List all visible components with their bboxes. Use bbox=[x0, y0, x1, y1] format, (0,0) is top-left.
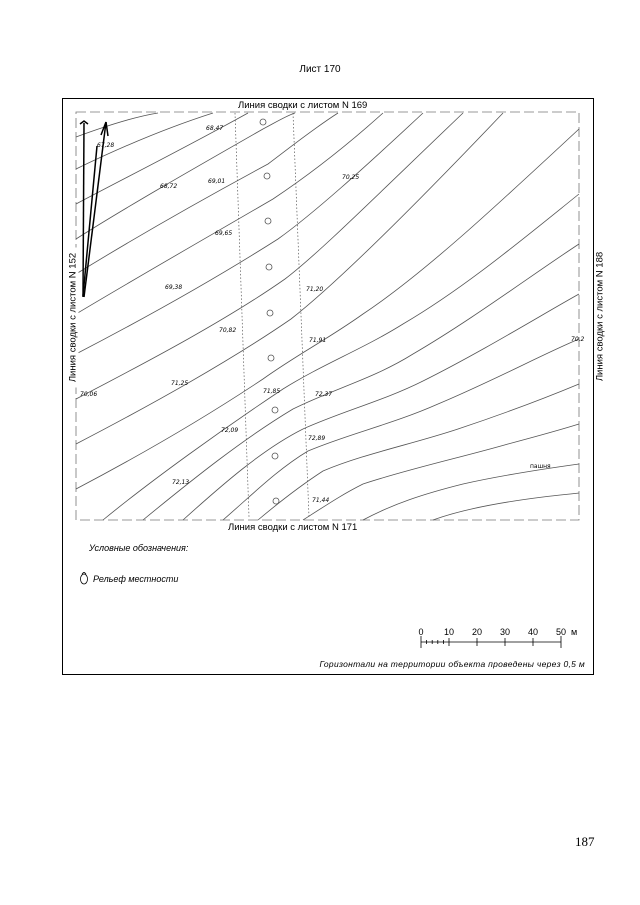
contour-interval-note: Горизонтали на территории объекта проведены через 0,5 м bbox=[319, 659, 585, 669]
scale-bar bbox=[417, 627, 577, 647]
relief-marker-icon bbox=[272, 407, 278, 413]
elevation-mark: 70,25 bbox=[342, 174, 360, 181]
relief-marker-icon bbox=[264, 173, 270, 179]
elevation-mark: 71,91 bbox=[309, 337, 327, 344]
elevation-mark: 72,13 bbox=[172, 479, 190, 486]
elevation-mark: 72,37 bbox=[315, 391, 333, 398]
elevation-mark: 71,20 bbox=[306, 286, 324, 293]
right-join-label: Линия сводки с листом N 188 bbox=[595, 247, 606, 387]
elevation-mark: 68,72 bbox=[160, 183, 178, 190]
relief-marker-icon bbox=[268, 355, 274, 361]
elevation-mark: 70,2 bbox=[571, 336, 585, 343]
topographic-map bbox=[63, 99, 593, 674]
elevation-mark: 67,28 bbox=[97, 142, 115, 149]
map-boundary bbox=[76, 112, 579, 520]
elevation-mark: 71,85 bbox=[263, 388, 281, 395]
scale-tick-label: 0 bbox=[418, 627, 424, 637]
scale-tick-label: 10 bbox=[443, 627, 455, 637]
contour-lines bbox=[76, 113, 579, 520]
legend-item-relief bbox=[79, 572, 178, 586]
scale-tick-label: 20 bbox=[471, 627, 483, 637]
sheet-title: Лист 170 bbox=[299, 64, 341, 75]
left-join-label: Линия сводки с листом N 152 bbox=[68, 248, 79, 388]
relief-markers bbox=[260, 119, 279, 504]
elevation-mark: 70,82 bbox=[219, 327, 237, 334]
elevation-mark: 68,47 bbox=[206, 125, 224, 132]
scale-tick-label: 40 bbox=[527, 627, 539, 637]
relief-marker-icon bbox=[266, 264, 272, 270]
scale-tick-label: 50 bbox=[555, 627, 567, 637]
relief-marker-icon bbox=[260, 119, 266, 125]
relief-marker-icon bbox=[79, 572, 89, 586]
elevation-mark: 71,44 bbox=[312, 497, 330, 504]
elevation-mark: 69,38 bbox=[165, 284, 183, 291]
relief-marker-icon bbox=[265, 218, 271, 224]
field-label: пашня bbox=[530, 463, 551, 470]
page-number: 187 bbox=[575, 834, 595, 849]
road-edge-left bbox=[235, 113, 249, 517]
bottom-join-label: Линия сводки с листом N 171 bbox=[228, 522, 358, 533]
scale-ruler bbox=[417, 636, 567, 648]
legend-relief-label: Рельеф местности bbox=[93, 574, 179, 584]
relief-marker-icon bbox=[272, 453, 278, 459]
road-edge-right bbox=[293, 113, 309, 517]
elevation-mark: 71,25 bbox=[171, 380, 189, 387]
elevation-mark: 72,09 bbox=[221, 427, 239, 434]
relief-marker-icon bbox=[267, 310, 273, 316]
scale-tick-label: 30 bbox=[499, 627, 511, 637]
elevation-mark: 70,06 bbox=[80, 391, 98, 398]
map-frame bbox=[62, 98, 606, 675]
elevation-mark: 69,65 bbox=[215, 230, 233, 237]
elevation-mark: 69,01 bbox=[208, 178, 226, 185]
top-join-label: Линия сводки с листом N 169 bbox=[238, 100, 368, 111]
scale-unit: м bbox=[571, 627, 578, 637]
relief-marker-icon bbox=[273, 498, 279, 504]
legend-title: Условные обозначения: bbox=[89, 543, 189, 553]
elevation-mark: 72,89 bbox=[308, 435, 326, 442]
